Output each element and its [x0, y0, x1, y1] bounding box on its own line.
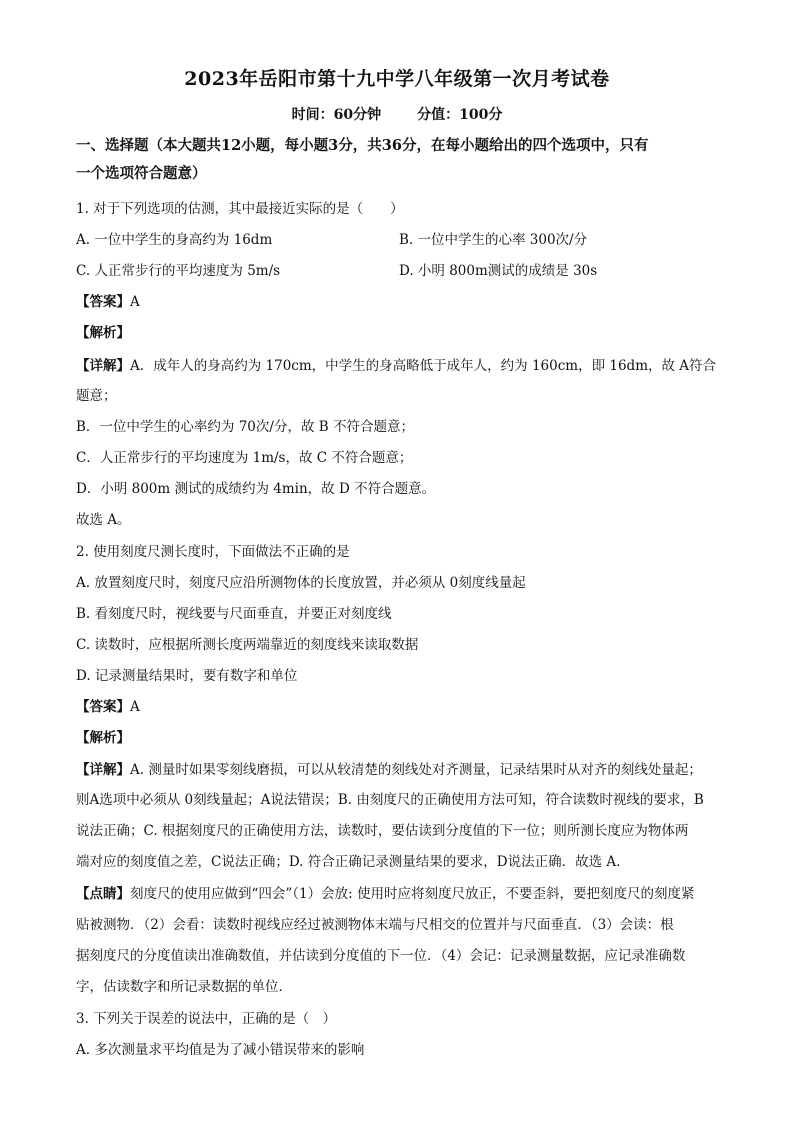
q2-answer — [76, 697, 726, 717]
q2-detail-3: 说法正确；C. 根据刻度尺的正确使用方法，读数时，要估读到分度值的下一位；则所测长度应为物体两 — [76, 823, 689, 839]
q1-detail-5: D．小明 800m 测试的成绩约为 4min，故 D 不符合题意。 — [76, 481, 436, 497]
q2-option-a: A. 放置刻度尺时，刻度尺应沿所测物体的长度放置，并必须从 0刻度线量起 — [76, 575, 526, 591]
q1-option-a: A. 一位中学生的身高约为 16dm — [76, 232, 273, 248]
q1-detail-2: 题意； — [76, 388, 117, 404]
answer-tag: 【答案】 — [76, 294, 130, 310]
q1-detail-3: B．一位中学生的心率约为 70次/分，故 B 不符合题意； — [76, 419, 414, 435]
q1-analysis — [76, 323, 726, 343]
answer-tag: 【答案】 — [76, 699, 130, 715]
q1-stem: 1. 对于下列选项的估测，其中最接近实际的是（ ） — [76, 201, 404, 217]
answer-value: A — [130, 294, 140, 310]
q2-detail-4: 端对应的刻度值之差，C说法正确；D. 符合正确记录测量结果的要求，D说法正确．故选 A. — [76, 854, 621, 870]
q2-option-b: B. 看刻度尺时，视线要与尺面垂直，并要正对刻度线 — [76, 606, 392, 622]
detail-tag: 【详解】 — [76, 358, 130, 374]
q2-analysis — [76, 728, 726, 748]
q2-tip-1 — [76, 884, 726, 904]
section-heading: 一、选择题（本大题共12小题，每小题3分，共36分，在每小题给出的四个选项中，只有 — [76, 137, 649, 154]
q2-detail-2: 则A选项中必须从 0刻线量起；A说法错误；B. 由刻度尺的正确使用方法可知，符合读数时视线的要求，B — [76, 792, 704, 808]
q2-tip-2: 贴被测物．（2）会看：读数时视线应经过被测物体末端与尺相交的位置并与尺面垂直．（3）会读：根 — [76, 917, 674, 933]
detail-text: A．成年人的身高约为 170cm，中学生的身高略低于成年人，约为 160cm，即 16dm，故 A符合 — [130, 358, 717, 374]
q1-option-b: B. 一位中学生的心率 300次/分 — [399, 232, 588, 248]
exam-score: 分值：100分 — [417, 107, 503, 123]
section-heading-cont: 一个选项符合题意） — [76, 165, 207, 182]
q1-option-d: D. 小明 800m测试的成绩是 30s — [399, 263, 598, 279]
q2-tip-4: 字，估读数字和所记录数据的单位． — [76, 979, 292, 995]
q1-detail-4: C．人正常步行的平均速度为 1m/s，故 C 不符合题意； — [76, 450, 413, 466]
q1-conclusion: 故选 A。 — [76, 512, 131, 528]
exam-meta — [0, 104, 794, 124]
detail-tag: 【详解】 — [76, 762, 130, 778]
analysis-tag: 【解析】 — [76, 325, 130, 341]
q1-answer — [76, 292, 726, 312]
tip-text: 刻度尺的使用应做到“四会”（1）会放: 使用时应将刻度尺放正，不要歪斜，要把刻度尺的刻度紧 — [130, 886, 695, 902]
q3-stem: 3. 下列关于误差的说法中，正确的是（ ） — [76, 1011, 337, 1027]
q2-tip-3: 据刻度尺的分度值读出准确数值，并估读到分度值的下一位．（4）会记：记录测量数据，应记录准确数 — [76, 948, 686, 964]
answer-value: A — [130, 699, 140, 715]
q1-option-c: C. 人正常步行的平均速度为 5m/s — [76, 263, 281, 279]
q1-detail-1 — [76, 356, 726, 376]
exam-time: 时间：60分钟 — [291, 107, 382, 123]
detail-text: A. 测量时如果零刻线磨损，可以从较清楚的刻线处对齐测量，记录结果时从对齐的刻线处量起； — [130, 762, 702, 778]
q2-stem: 2. 使用刻度尺测长度时，下面做法不正确的是 — [76, 544, 350, 560]
q2-option-c: C. 读数时，应根据所测长度两端靠近的刻度线来读取数据 — [76, 637, 419, 653]
q2-detail-1 — [76, 760, 726, 780]
q3-option-a: A. 多次测量求平均值是为了减小错误带来的影响 — [76, 1042, 365, 1058]
analysis-tag: 【解析】 — [76, 730, 130, 746]
tip-tag: 【点睛】 — [76, 886, 130, 902]
q2-option-d: D. 记录测量结果时，要有数字和单位 — [76, 668, 298, 684]
page-title: 2023年岳阳市第十九中学八年级第一次月考试卷 — [184, 68, 610, 90]
